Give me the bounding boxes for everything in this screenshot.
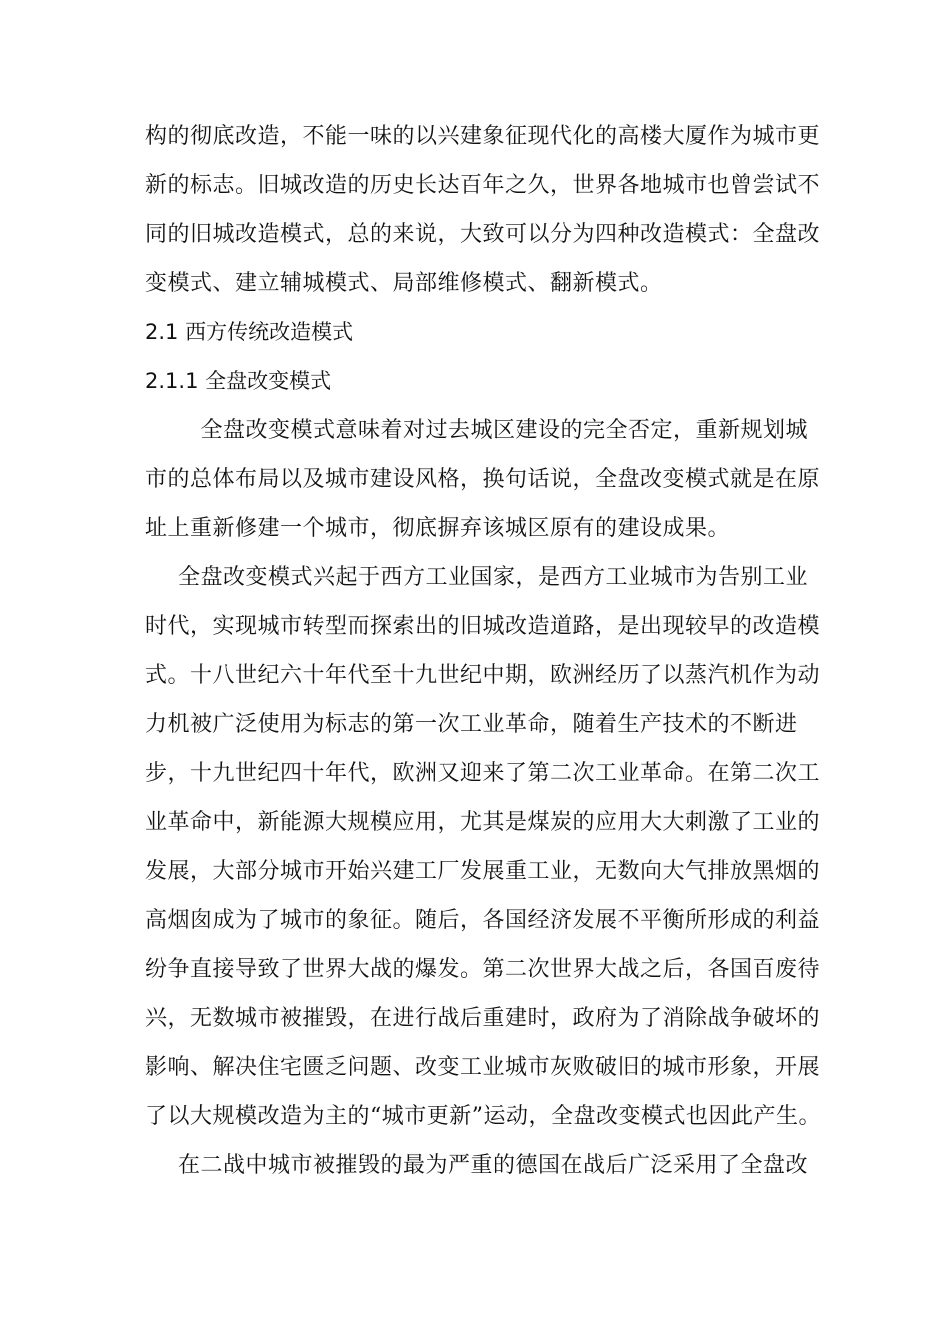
text-line: 纷争直接导致了世界大战的爆发。第二次世界大战之后，各国百废待: [145, 957, 821, 982]
text-line: 力机被广泛使用为标志的第一次工业革命，随着生产技术的不断进: [145, 712, 798, 737]
text-line: 变模式、建立辅城模式、局部维修模式、翻新模式。: [145, 271, 663, 296]
text-line: 全盘改变模式兴起于西方工业国家，是西方工业城市为告别工业: [178, 565, 809, 590]
document-page: [145, 112, 821, 1190]
text-line: 在二战中城市被摧毁的最为严重的德国在战后广泛采用了全盘改: [178, 1153, 809, 1178]
paragraph-definition: [145, 406, 809, 455]
text-line: 同的旧城改造模式，总的来说，大致可以分为四种改造模式：全盘改: [145, 222, 821, 247]
paragraph-history: [145, 553, 821, 1141]
text-line: 高烟囱成为了城市的象征。随后，各国经济发展不平衡所形成的利益: [145, 908, 821, 933]
subsection-heading: 2.1.1 全盘改变模式: [145, 369, 332, 393]
paragraph-intro: [145, 112, 821, 308]
paragraph-definition-cont: [145, 455, 821, 553]
text-line: 构的彻底改造，不能一味的以兴建象征现代化的高楼大厦作为城市更: [145, 124, 821, 149]
text-line: 了以大规模改造为主的“城市更新”运动，全盘改变模式也因此产生。: [145, 1104, 821, 1129]
text-line: 兴，无数城市被摧毁，在进行战后重建时，政府为了消除战争破坏的: [145, 1006, 821, 1031]
text-line: 业革命中，新能源大规模应用，尤其是煤炭的应用大大刺激了工业的: [145, 810, 821, 835]
text-line: 时代，实现城市转型而探索出的旧城改造道路，是出现较早的改造模: [145, 614, 821, 639]
text-line: 式。十八世纪六十年代至十九世纪中期，欧洲经历了以蒸汽机作为动: [145, 663, 821, 688]
text-line: 影响、解决住宅匮乏问题、改变工业城市灰败破旧的城市形象，开展: [145, 1055, 821, 1080]
text-line: 址上重新修建一个城市，彻底摒弃该城区原有的建设成果。: [145, 516, 731, 541]
text-line: 市的总体布局以及城市建设风格，换句话说，全盘改变模式就是在原: [145, 467, 821, 492]
text-line: 新的标志。旧城改造的历史长达百年之久，世界各地城市也曾尝试不: [145, 173, 821, 198]
section-heading: 2.1 西方传统改造模式: [145, 320, 354, 344]
text-line: 步，十九世纪四十年代，欧洲又迎来了第二次工业革命。在第二次工: [145, 761, 821, 786]
text-line: 全盘改变模式意味着对过去城区建设的完全否定，重新规划城: [178, 418, 809, 443]
paragraph-germany: [145, 1141, 809, 1190]
text-line: 发展，大部分城市开始兴建工厂发展重工业，无数向大气排放黑烟的: [145, 859, 821, 884]
